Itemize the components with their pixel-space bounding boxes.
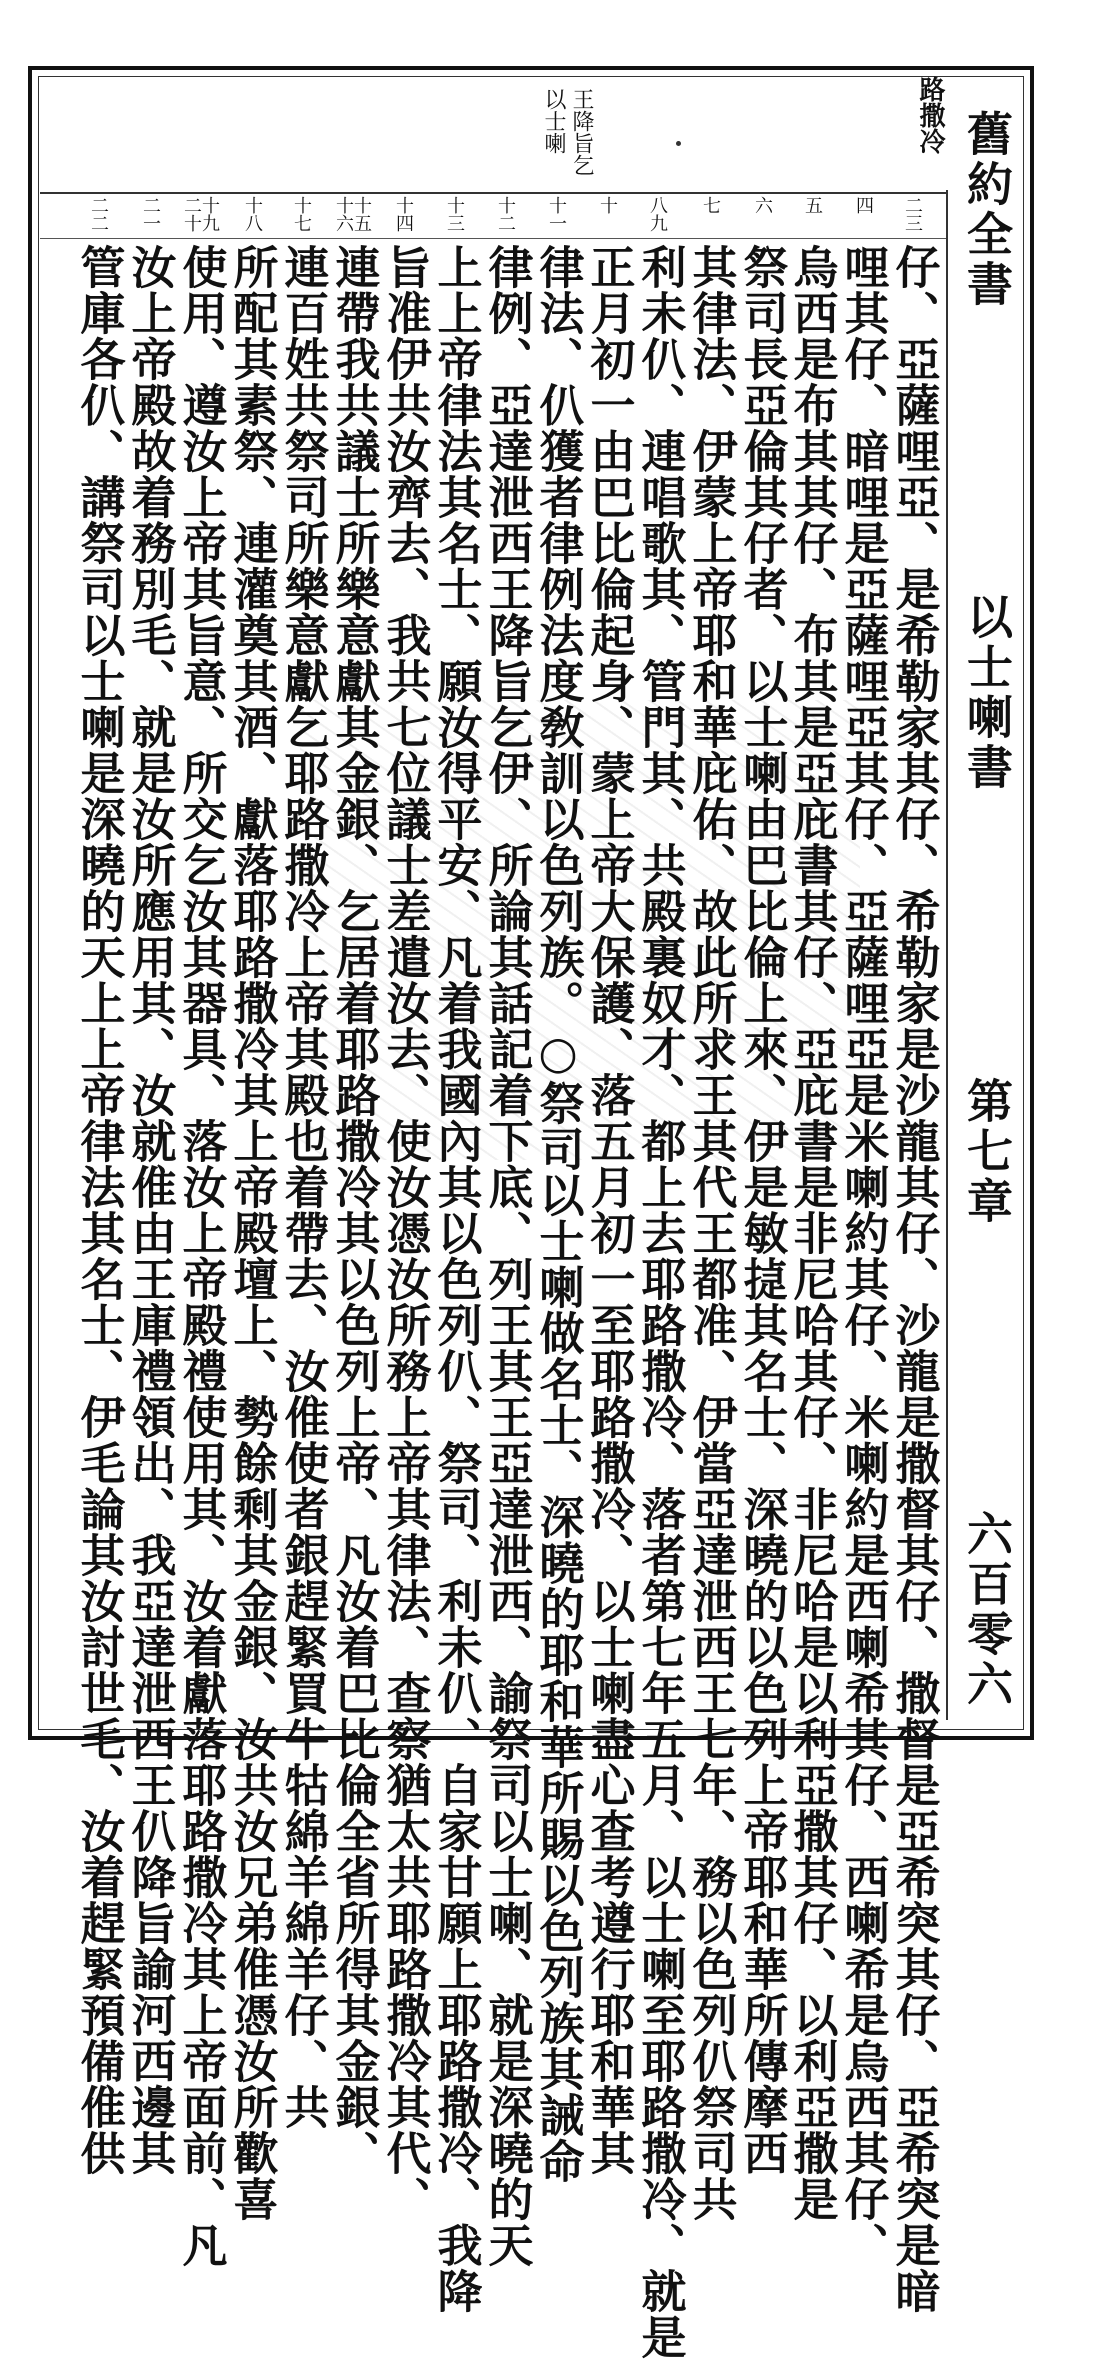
book-title: 舊約全書 [960,110,1014,310]
page-number: 六百零六 [960,1509,1014,1710]
column-number: 二二 [88,196,109,232]
column-number: 二三 [902,196,923,232]
column-number: 十七 [291,196,312,232]
column-number: 十二 [495,196,516,232]
column-number: 十 [597,196,618,214]
chapter-label: 第七章 [960,1076,1014,1227]
text-column: 正月初一由巴比倫起身、蒙上帝大保護、落五月初一至耶路撒冷、以士喇盡心查考遵行耶和華其 [582,244,636,2176]
text-column: 哩其仔、暗哩是亞薩哩亞其仔、亞薩哩亞是米喇約其仔、米喇約是西喇希其仔、西喇希是烏西其仔、 [836,244,890,2268]
column-number: 十一 [546,196,567,232]
text-column: 上上帝律法其名士、願汝得平安、凡着我國內其以色列仈、祭司、利未仈、自家甘願上耶路撒冷、我降 [429,244,483,2314]
column-number: 十五十六 [333,196,372,232]
text-column: 祭司長亞倫其仔者、以士喇由巴比倫上來、伊是敏㨗其名士、深曉的以色列上帝耶和華所傳摩西 [735,244,789,2176]
text-column: 利未仈、連唱歌其、管門其、共殿裏奴才、都上去耶路撒冷、落者第七年五月、以士喇至耶路撒冷、就是 [633,244,687,2360]
margin-note-line: 王降旨乞 [569,88,594,176]
text-column: 律例、亞達泄西王降旨乞伊、所論其話記着下底、列王其王亞達泄西、諭祭司以士喇、就是深曉的天 [480,244,534,2268]
text-column: 烏西是布其其仔、布其是亞庇書其仔、亞庇書是非尼哈其仔、非尼哈是以利亞撒其仔、以利亞撒是 [785,244,839,2222]
text-column: 律法、仈獲者律例法度敎訓以色列族。○祭司以士喇做名士、深曉的耶和華所賜以色列族其誡命 [531,244,585,2184]
title-divider [946,190,948,1720]
margin-note [540,88,594,176]
text-column: 連帶我共議士所樂意獻其金銀、乞居着耶路撒冷其以色列上帝、凡汝着巴比倫全省所得其金銀、 [327,244,381,2176]
book-title-column [960,110,1020,1710]
text-column: 汝上帝殿故着務別毛、就是汝所應用其、汝就倠由王庫禮領出、我亞達泄西王仈降旨諭河西邊其 [123,244,177,2176]
book-subtitle: 以士喇書 [960,593,1014,794]
column-number: 十九二十 [181,196,220,232]
text-column: 旨准伊共汝齊去、我共七位議士差遣汝去、使汝憑汝所務上帝其律法、查察猶太共耶路撒冷其代、 [378,244,432,2222]
column-number: 八九 [647,196,668,232]
column-number: 五 [802,196,823,214]
index-rule [40,238,946,239]
column-number: 六 [752,196,773,214]
text-column: 其律法、伊蒙上帝耶和華庇佑、故此所求王其代王都准、伊當亞達泄西王七年、務以色列仈祭司共 [684,244,738,2222]
margin-note-line: 以士喇 [541,88,566,154]
text-column: 連百姓共祭司所樂意獻乞耶路撒冷上帝其殿也着帶去、汝倠使者銀趕緊買牛牯綿羊綿羊仔、共 [276,244,330,2130]
header-rule [40,192,946,194]
column-number: 七 [700,196,721,214]
column-number: 二一 [140,196,161,232]
text-column: 管庫各仈、講祭司以士喇是深曉的天上上帝律法其名士、伊毛論其汝討世毛、汝着趕緊預備倠供 [72,244,126,2176]
running-head: 路撒冷 [915,76,945,154]
marker-dot [676,141,681,146]
text-columns [44,244,942,2360]
column-number: 十三 [444,196,465,232]
text-column: 仔、亞薩哩亞、是希勒家其仔、希勒家是沙龍其仔、沙龍是撒督其仔、撒督是亞希突其仔、亞希突是暗 [887,244,941,2314]
column-number: 四 [853,196,874,214]
column-index-row [40,196,946,236]
column-number: 十八 [242,196,263,232]
column-number: 十四 [393,196,414,232]
text-column: 所配其素祭、連灌奠其酒、獻落耶路撒冷其上帝殿壇上、勢餘剩其金銀、汝共汝兄弟倠憑汝所歡喜 [225,244,279,2222]
text-column: 使用、遵汝上帝其旨意、所交乞汝其器具、落汝上帝殿禮使用其、汝着獻落耶路撒冷其上帝面前、凡 [174,244,228,2268]
